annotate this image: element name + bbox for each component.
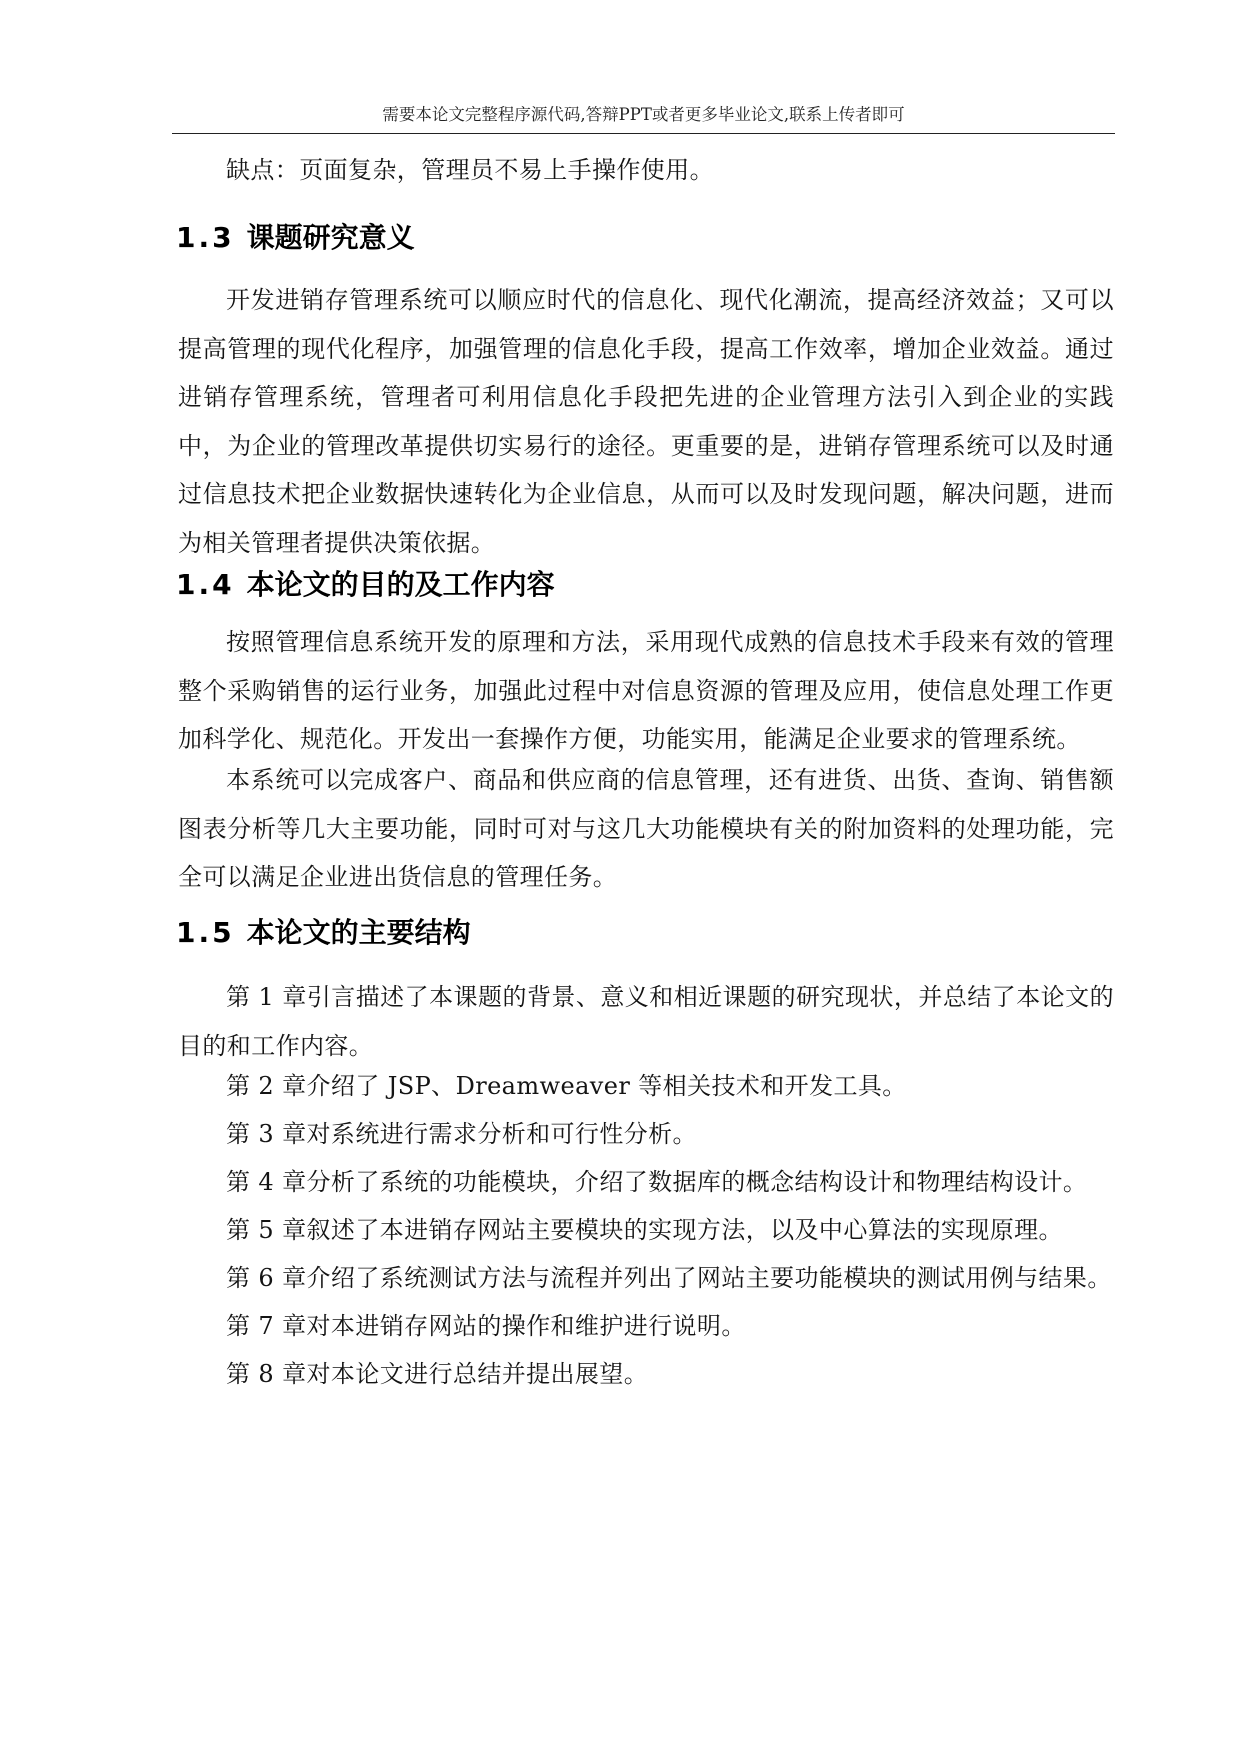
section-heading-1-3 xyxy=(176,218,415,258)
chapter-line: 第 2 章介绍了 JSP、Dreamweaver 等相关技术和开发工具。 xyxy=(226,1072,907,1100)
chapter-line: 第 7 章对本进销存网站的操作和维护进行说明。 xyxy=(226,1312,746,1340)
chapter-line: 第 4 章分析了系统的功能模块，介绍了数据库的概念结构设计和物理结构设计。 xyxy=(226,1168,1088,1196)
paragraph: 第 1 章引言描述了本课题的背景、意义和相近课题的研究现状，并总结了本论文的目的和工作内容。 xyxy=(178,983,1114,1060)
paragraph: 本系统可以完成客户、商品和供应商的信息管理，还有进货、出货、查询、销售额图表分析等几大主要功能，同时可对与这几大功能模块有关的附加资料的处理功能，完全可以满足企业进出货信息的管理任务。 xyxy=(178,766,1114,892)
section-title: 课题研究意义 xyxy=(246,221,415,254)
section-title: 本论文的主要结构 xyxy=(246,916,471,949)
section-number: 1.4 xyxy=(176,568,235,601)
chapter-line: 第 6 章介绍了系统测试方法与流程并列出了网站主要功能模块的测试用例与结果。 xyxy=(226,1264,1112,1292)
running-header: 需要本论文完整程序源代码,答辩PPT或者更多毕业论文,联系上传者即可 xyxy=(382,105,905,124)
section-heading-1-5 xyxy=(176,913,471,953)
paragraph: 开发进销存管理系统可以顺应时代的信息化、现代化潮流，提高经济效益；又可以提高管理的现代化程序，加强管理的信息化手段，提高工作效率，增加企业效益。通过进销存管理系统，管理者可利用信息化手段把先进的企业管理方法引入到企业的实践中，为企业的管理改革提供切实易行的途径。更重要的是，进销存管理系统可以及时通过信息技术把企业数据快速转化为企业信息，从而可以及时发现问题，解决问题，进而为相关管理者提供决策依据。 xyxy=(178,286,1114,557)
section-number: 1.3 xyxy=(176,221,235,254)
intro-line: 缺点：页面复杂，管理员不易上手操作使用。 xyxy=(226,156,714,184)
section-heading-1-4 xyxy=(176,565,555,605)
header-divider xyxy=(172,133,1115,134)
section-title: 本论文的目的及工作内容 xyxy=(246,568,555,601)
paragraph: 按照管理信息系统开发的原理和方法，采用现代成熟的信息技术手段来有效的管理整个采购销售的运行业务，加强此过程中对信息资源的管理及应用，使信息处理工作更加科学化、规范化。开发出一套操作方便，功能实用，能满足企业要求的管理系统。 xyxy=(178,628,1114,754)
section-number: 1.5 xyxy=(176,916,235,949)
chapter-line: 第 8 章对本论文进行总结并提出展望。 xyxy=(226,1360,649,1388)
chapter-line: 第 5 章叙述了本进销存网站主要模块的实现方法，以及中心算法的实现原理。 xyxy=(226,1216,1063,1244)
chapter-line: 第 3 章对系统进行需求分析和可行性分析。 xyxy=(226,1120,697,1148)
